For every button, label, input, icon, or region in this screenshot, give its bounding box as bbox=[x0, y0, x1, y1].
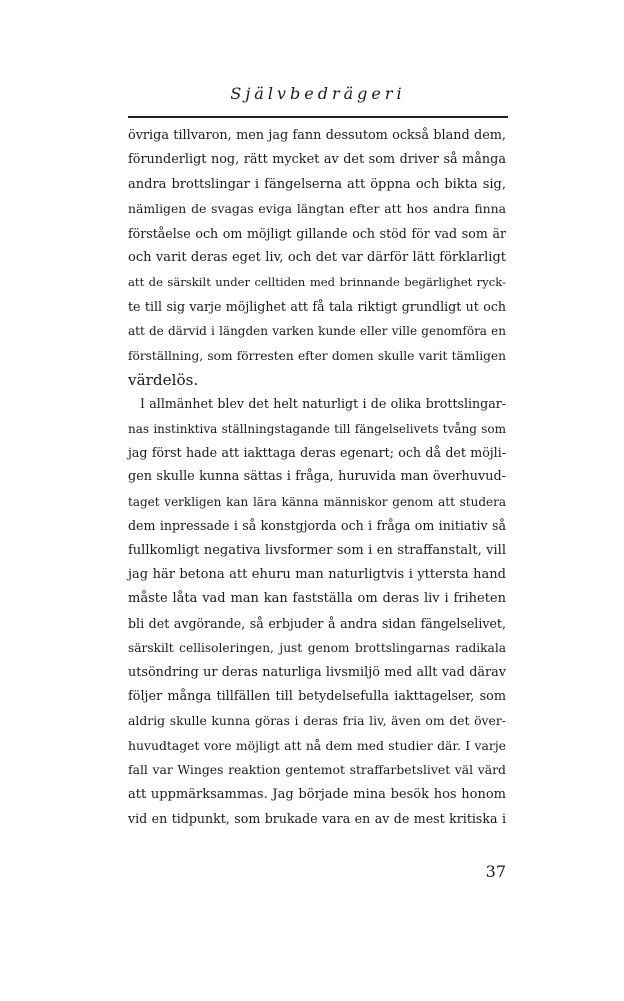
text-line: nas instinktiva ställningstagande till fängelselivets tvång som bbox=[128, 421, 506, 436]
text-line: andra brottslingar i fängelserna att öppna och bikta sig, bbox=[128, 176, 506, 192]
text-line: fall var Winges reaktion gentemot straffarbetslivet väl värd bbox=[128, 762, 506, 778]
text-line: jag här betona att ehuru man naturligtvis i yttersta hand bbox=[128, 567, 506, 583]
paragraph bbox=[128, 392, 506, 831]
text-line: värdelös. bbox=[128, 370, 199, 389]
text-line: fullkomligt negativa livsformer som i en straffanstalt, vill bbox=[128, 542, 506, 558]
text-line: taget verkligen kan lära känna människor genom att studera bbox=[128, 494, 506, 509]
text-line: övriga tillvaron, men jag fann dessutom också bland dem, bbox=[128, 128, 506, 143]
text-line: bli det avgörande, så erbjuder å andra sidan fängelselivet, bbox=[128, 615, 506, 631]
text-line: vid en tidpunkt, som brukade vara en av de mest kritiska i bbox=[128, 810, 506, 826]
text-line: te till sig varje möjlighet att få tala riktigt grundligt ut och bbox=[128, 298, 506, 314]
text-line: att de särskilt under celltiden med brinnande begärlighet ryck- bbox=[128, 275, 506, 290]
header-rule bbox=[128, 116, 508, 118]
text-line: och varit deras eget liv, och det var därför lätt förklarligt bbox=[128, 249, 506, 265]
text-line: följer många tillfällen till betydelsefulla iakttagelser, som bbox=[128, 688, 506, 704]
text-line: måste låta vad man kan fastställa om deras liv i friheten bbox=[128, 591, 506, 607]
body-text bbox=[128, 124, 506, 831]
running-head: Självbedrägeri bbox=[230, 84, 406, 103]
text-line: förställning, som förresten efter domen skulle varit tämligen bbox=[128, 348, 506, 363]
paragraph bbox=[128, 124, 506, 392]
text-line: att uppmärksammas. Jag började mina besök hos honom bbox=[128, 786, 506, 802]
text-line: förståelse och om möjligt gillande och stöd för vad som är bbox=[128, 225, 506, 241]
text-line: huvudtaget vore möjligt att nå dem med studier där. I varje bbox=[128, 737, 506, 753]
text-line: utsöndring ur deras naturliga livsmiljö med allt vad därav bbox=[128, 664, 506, 680]
text-line: att de därvid i längden varken kunde eller ville genomföra en bbox=[128, 324, 506, 339]
text-line: förunderligt nog, rätt mycket av det som driver så många bbox=[128, 152, 506, 168]
text-line: I allmänhet blev det helt naturligt i de olika brottslingar- bbox=[140, 396, 506, 412]
page-number: 37 bbox=[485, 862, 506, 881]
text-line: aldrig skulle kunna göras i deras fria liv, även om det över- bbox=[128, 713, 506, 729]
text-line: nämligen de svagas eviga längtan efter att hos andra finna bbox=[128, 201, 506, 217]
text-line: särskilt cellisoleringen, just genom brottslingarnas radikala bbox=[128, 641, 506, 656]
text-line: jag först hade att iakttaga deras egenart; och då det möjli- bbox=[128, 445, 506, 461]
text-line: dem inpressade i så konstgjorda och i fråga om initiativ så bbox=[128, 518, 506, 534]
text-line: gen skulle kunna sättas i fråga, huruvida man överhuvud- bbox=[128, 469, 506, 485]
